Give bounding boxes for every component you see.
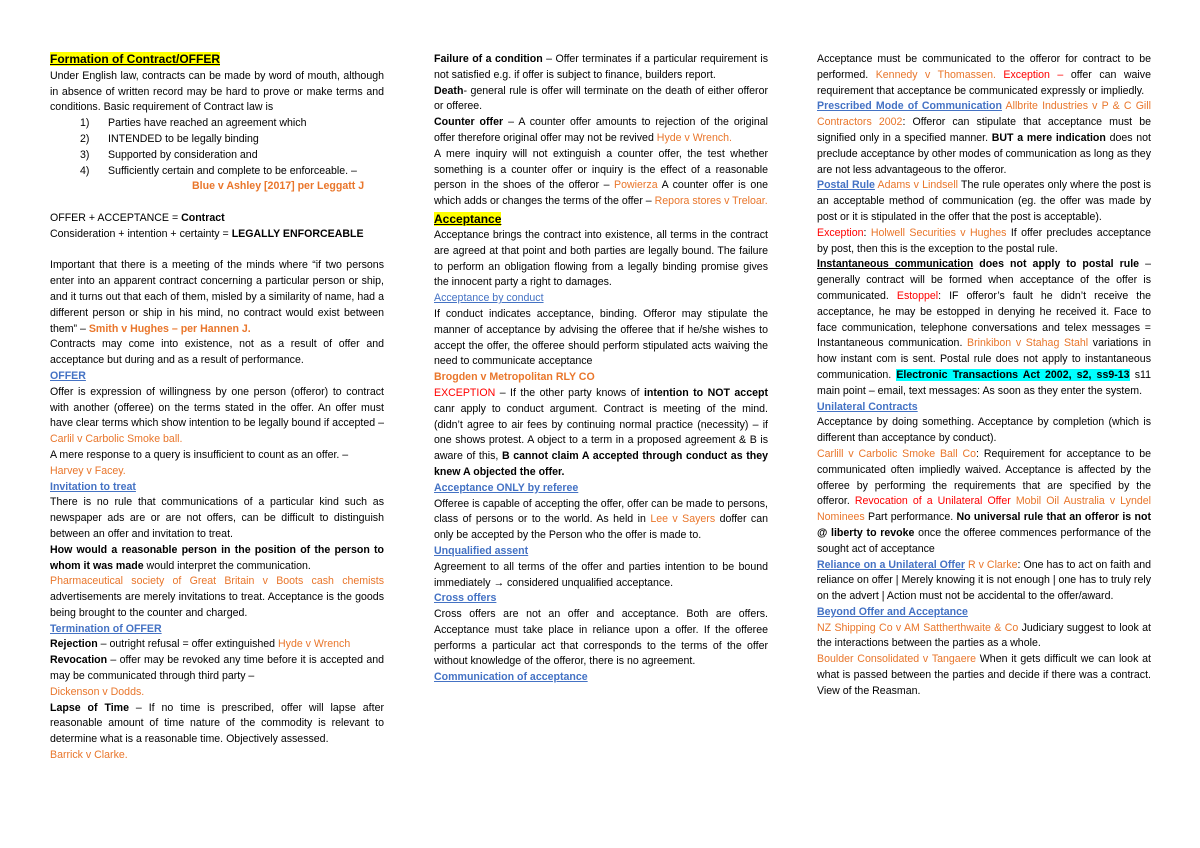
case-citation: Carlil v Carbolic Smoke ball.	[50, 433, 183, 446]
case-citation: Brogden v Metropolitan RLY CO	[434, 371, 595, 384]
referee-paragraph: Offeree is capable of accepting the offer, offer can be made to persons, class of persons or to the world. As held in Lee v Sayers doffer can only be accepted by the Person who the offer is made to.	[434, 497, 768, 542]
itt-test: How would a reasonable person in the position of the person to whom it was made would interpret the communication.	[50, 543, 384, 572]
carlill-paragraph: Carlill v Carbolic Smoke Ball Co: Requirement for acceptance to be communicated often impliedly waived. Acceptance is affected by the offeree by performing the requirements that are specified by the offeror. Revocation of a Unilateral Offer Mobil Oil Australia v Lyndel Nominees Part performance. No universal rule that an offeror is not @ liberty to revoke once the offeree commences performance of the sought act of acceptance	[817, 447, 1151, 555]
case-citation: Carlill v Carbolic Smoke Ball Co	[817, 447, 977, 460]
case-citation: Mobil Oil Australia v Lyndel Nominees	[817, 495, 1151, 524]
rejection-paragraph: Rejection – outright refusal = offer extinguished Hyde v Wrench	[50, 638, 351, 651]
heading-invitation-to-treat: Invitation to treat	[50, 480, 136, 493]
list-item: 2) INTENDED to be legally binding	[80, 132, 259, 145]
list-item: 4) Sufficiently certain and complete to be enforceable. – Blue v Ashley [2017] per Leggatt J	[80, 164, 365, 193]
postal-rule-paragraph: Postal Rule Adams v Lindsell The rule operates only where the post is an acceptable method of communication (eg. the offer was made by post or it is stipulated in the offer that the post is acceptable).	[817, 179, 1151, 223]
query-paragraph: A mere response to a query is insufficient to count as an offer. – Harvey v Facey.	[50, 448, 349, 477]
itt-paragraph: There is no rule that communications of a particular kind such as newspaper ads are or are not offers, can be difficult to distinguish between an offer and invitation to treat.	[50, 496, 384, 540]
equation-offer: OFFER + ACCEPTANCE = Contract	[50, 211, 225, 224]
existence-paragraph: Contracts may come into existence, not as a result of offer and acceptance but during and as a result of performance.	[50, 338, 384, 367]
revocation-paragraph: Revocation – offer may be revoked any time before it is accepted and may be communicated through third party – Dickenson v Dodds.	[50, 654, 384, 698]
case-citation: Harvey v Facey.	[50, 464, 126, 477]
lapse-paragraph: Lapse of Time – If no time is prescribed, offer will lapse after reasonable amount of time nature of the commodity is relevant to determine what is a reasonable time. Objectively assessed. Barrick v Clarke.	[50, 701, 384, 762]
heading-cross-offers: Cross offers	[434, 592, 497, 605]
list-item: 3) Supported by consideration and	[80, 148, 258, 161]
case-citation: Repora stores v Treloar.	[654, 195, 768, 208]
case-citation: Blue v Ashley [2017] per Leggatt J	[192, 180, 365, 193]
meeting-of-minds: Important that there is a meeting of the minds where “if two persons enter into an apparent contract concerning a particular person or ship, and it turns out that each of them, misled by a similarity of name, had a different person or ship in his mind, no contract would exist between them” – Smith v Hughes – per Hannen J.	[50, 259, 384, 335]
inquiry-paragraph: A mere inquiry will not extinguish a counter offer, the test whether something is a counter offer or inquiry is the effect of a reasonable person in the shoes of the offeror – Powierza A counter offer is one which adds or changes the terms of the offer – Repora stores v Treloar.	[434, 147, 768, 208]
nz-shipping-paragraph: NZ Shipping Co v AM Sattherthwaite & Co Judiciary suggest to look at the interactions between the parties as a whole.	[817, 621, 1151, 650]
case-citation: Lee v Sayers	[650, 513, 716, 526]
postal-exception-paragraph: Exception: Holwell Securities v Hughes If offer precludes acceptance by post, then this is the exception to the postal rule.	[817, 226, 1151, 255]
heading-unilateral-contracts: Unilateral Contracts	[817, 400, 918, 413]
page-title: Formation of Contract/OFFER	[50, 52, 220, 66]
section-title	[50, 52, 384, 69]
heading-communication-of-acceptance: Communication of acceptance	[434, 671, 588, 684]
acceptance-paragraph: Acceptance brings the contract into existence, all terms in the contract are agreed at that point and both parties are legally bound. The failure to perform an obligation flowing from a legally binding promise gives the innocent party a right to damages.	[434, 228, 768, 289]
conduct-paragraph: If conduct indicates acceptance, binding. Offeror may stipulate the manner of acceptance by advising the offeree that if he/she wishes to accept the offer, the offeree should perform stipulated acts waiving the need to communicate acceptance Brogden v Metropolitan RLY CO	[434, 307, 768, 384]
unqualified-paragraph: Agreement to all terms of the offer and parties intention to be bound immediately → considered unqualified acceptance.	[434, 560, 768, 589]
case-citation: Hyde v Wrench	[278, 638, 351, 651]
case-citation: Holwell Securities v Hughes	[870, 226, 1007, 239]
case-citation: R v Clarke	[964, 558, 1018, 571]
case-citation: Brinkibon v Stahag Stahl	[967, 337, 1089, 350]
column-1	[50, 52, 384, 764]
case-citation: Dickenson v Dodds.	[50, 685, 145, 698]
case-citation: Allbrite Industries v P & C Gill Contractors 2002	[817, 100, 1151, 129]
unilateral-paragraph: Acceptance by doing something. Acceptance by completion (which is different than acceptance by conduct).	[817, 416, 1151, 445]
case-citation: NZ Shipping Co v AM Sattherthwaite & Co	[817, 621, 1019, 634]
death-paragraph: Death- general rule is offer will terminate on the death of either offeror or offeree.	[434, 84, 768, 113]
case-citation: Kennedy v Thomassen.	[875, 68, 996, 81]
prescribed-mode-paragraph: Prescribed Mode of Communication Allbrite Industries v P & C Gill Contractors 2002: Offeror can stipulate that acceptance must be signified only in a specified manner. BUT a mere indication does not preclude acceptance by other modes of communication as long as they are not less advantageous to the offeror.	[817, 100, 1152, 176]
heading-termination: Termination of OFFER	[50, 622, 162, 635]
case-citation: Adams v Lindsell	[874, 179, 959, 192]
case-citation: Powierza	[614, 179, 658, 192]
instantaneous-paragraph: Instantaneous communication does not apply to postal rule – generally contract will be formed when acceptance of the offer is communicated. Estoppel: IF offeror’s fault he didn’t receive the acceptance, he may be estopped in denying he received it. Face to face communication, telephone conversations and telex messages = Instantaneous communication. Brinkibon v Stahag Stahl variations in how instant com is sent. Postal rule does not apply to instantaneous communication. Electronic Transactions Act 2002, s2, ss9-13 s11 main point – email, text messages: As soon as they enter the system.	[817, 258, 1152, 397]
heading-offer: OFFER	[50, 369, 86, 382]
statute-highlight: Electronic Transactions Act 2002, s2, ss9-13	[896, 368, 1130, 381]
case-citation: Pharmaceutical society of Great Britain v Boots cash chemists	[50, 575, 384, 588]
case-citation: Boulder Consolidated v Tangaere	[817, 653, 977, 666]
pharm-paragraph: Pharmaceutical society of Great Britain v Boots cash chemists advertisements are merely invitations to treat. Acceptance is the goods being brought to the counter and charged.	[50, 575, 384, 619]
column-2	[434, 52, 768, 686]
heading-acceptance: Acceptance	[434, 211, 502, 226]
heading-acceptance-only-by-referee: Acceptance ONLY by referee	[434, 481, 579, 494]
case-citation: Barrick v Clarke.	[50, 749, 128, 762]
boulder-paragraph: Boulder Consolidated v Tangaere When it gets difficult we can look at what is passed between the parties and decide if there was a contract. View of the Reasman.	[817, 653, 1152, 697]
counter-offer-paragraph: Counter offer – A counter offer amounts to rejection of the original offer therefore original offer may not be revived Hyde v Wrench.	[434, 116, 768, 144]
list-item: 1) Parties have reached an agreement which	[80, 117, 307, 130]
case-citation: Smith v Hughes – per Hannen J.	[88, 322, 251, 335]
reliance-paragraph: Reliance on a Unilateral Offer R v Clarke: One has to act on faith and reliance on offer | Merely knowing it is not enough | one has to truly rely on the advert | Action must not be accidental to the offer/award.	[817, 558, 1151, 603]
requirements-list	[50, 116, 384, 195]
heading-acceptance-by-conduct: Acceptance by conduct	[434, 292, 544, 305]
intro-paragraph: Under English law, contracts can be made by word of mouth, although in absence of written record may be hard to prove or make terms and conditions. Basic requirement of Contract law is	[50, 69, 384, 114]
heading-unqualified-assent: Unqualified assent	[434, 544, 529, 557]
failure-paragraph: Failure of a condition – Offer terminates if a particular requirement is not satisfied e.g. if offer is subject to finance, builders report.	[434, 53, 768, 81]
heading-beyond-offer-acceptance: Beyond Offer and Acceptance	[817, 605, 968, 618]
column-3	[817, 52, 1151, 700]
cross-offers-paragraph: Cross offers are not an offer and acceptance. Both are offers. Acceptance must take place in reliance upon a offer. If the offeree performs a particular act that corresponds to the terms of the offer without knowledge of the offeror, there is no agreement.	[434, 608, 768, 668]
communication-paragraph: Acceptance must be communicated to the offeror for contract to be performed. Kennedy v Thomassen. Exception – offer can waive requirement that acceptance be communicated expressly or impliedly.	[817, 53, 1151, 97]
equation-enforceable: Consideration + intention + certainty = LEGALLY ENFORCEABLE	[50, 227, 364, 240]
exception-paragraph: EXCEPTION – If the other party knows of intention to NOT accept canr apply to conduct argument. Contract is meeting of the mind. (didn’t agree to air fees by continuing normal practice (necessity) – if one shows protest. A object to a term in a proposed agreement & B is aware of this, B cannot claim A accepted through conduct as they knew A objected the offer.	[434, 386, 768, 478]
case-citation: Hyde v Wrench.	[656, 131, 732, 144]
offer-paragraph: Offer is expression of willingness by one person (offeror) to contract with another (offeree) on the terms stated in the offer. An offer must have clear terms which show intention to be legally bound if accepted – Carlil v Carbolic Smoke ball.	[50, 385, 384, 446]
